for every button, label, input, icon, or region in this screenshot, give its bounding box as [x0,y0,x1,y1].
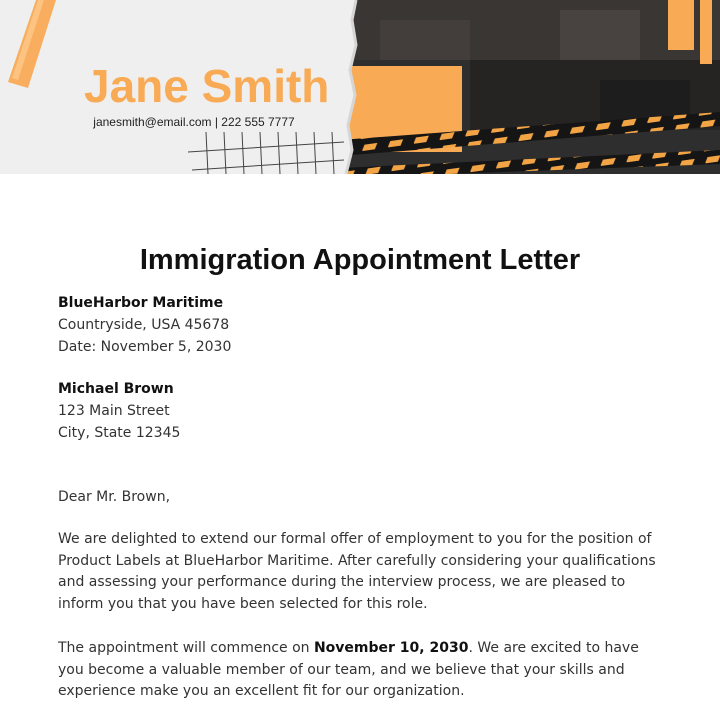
letter-date: Date: November 5, 2030 [58,339,232,355]
company-name: BlueHarbor Maritime [58,295,224,311]
recipient-street: 123 Main Street [58,403,170,419]
commencement-text-before: The appointment will commence on [58,640,314,656]
salutation: Dear Mr. Brown, [58,489,171,505]
paragraph-commencement [58,638,668,703]
recipient-name: Michael Brown [58,381,174,397]
sender-name: Jane Smith [84,60,330,112]
recipient-city: City, State 12345 [58,425,181,441]
letterhead-banner [0,0,720,174]
commencement-text-after: . We are excited to have you become a valuable member of our team, and we believe that your skills and experience make you an excellent fit for our organization. [58,640,639,700]
sender-contact: janesmith@email.com | 222 555 7777 [93,115,295,129]
document-title: Immigration Appointment Letter [139,244,581,276]
start-date: November 10, 2030 [313,640,469,656]
paragraph-offer: We are delighted to extend our formal offer of employment to you for the position of Product Labels at BlueHarbor Maritime. After carefully considering your qualifications and assessing your performance during the interview process, we are pleased to inform you that you have been selected for this role. [58,531,656,612]
company-address: Countryside, USA 45678 [58,317,230,333]
